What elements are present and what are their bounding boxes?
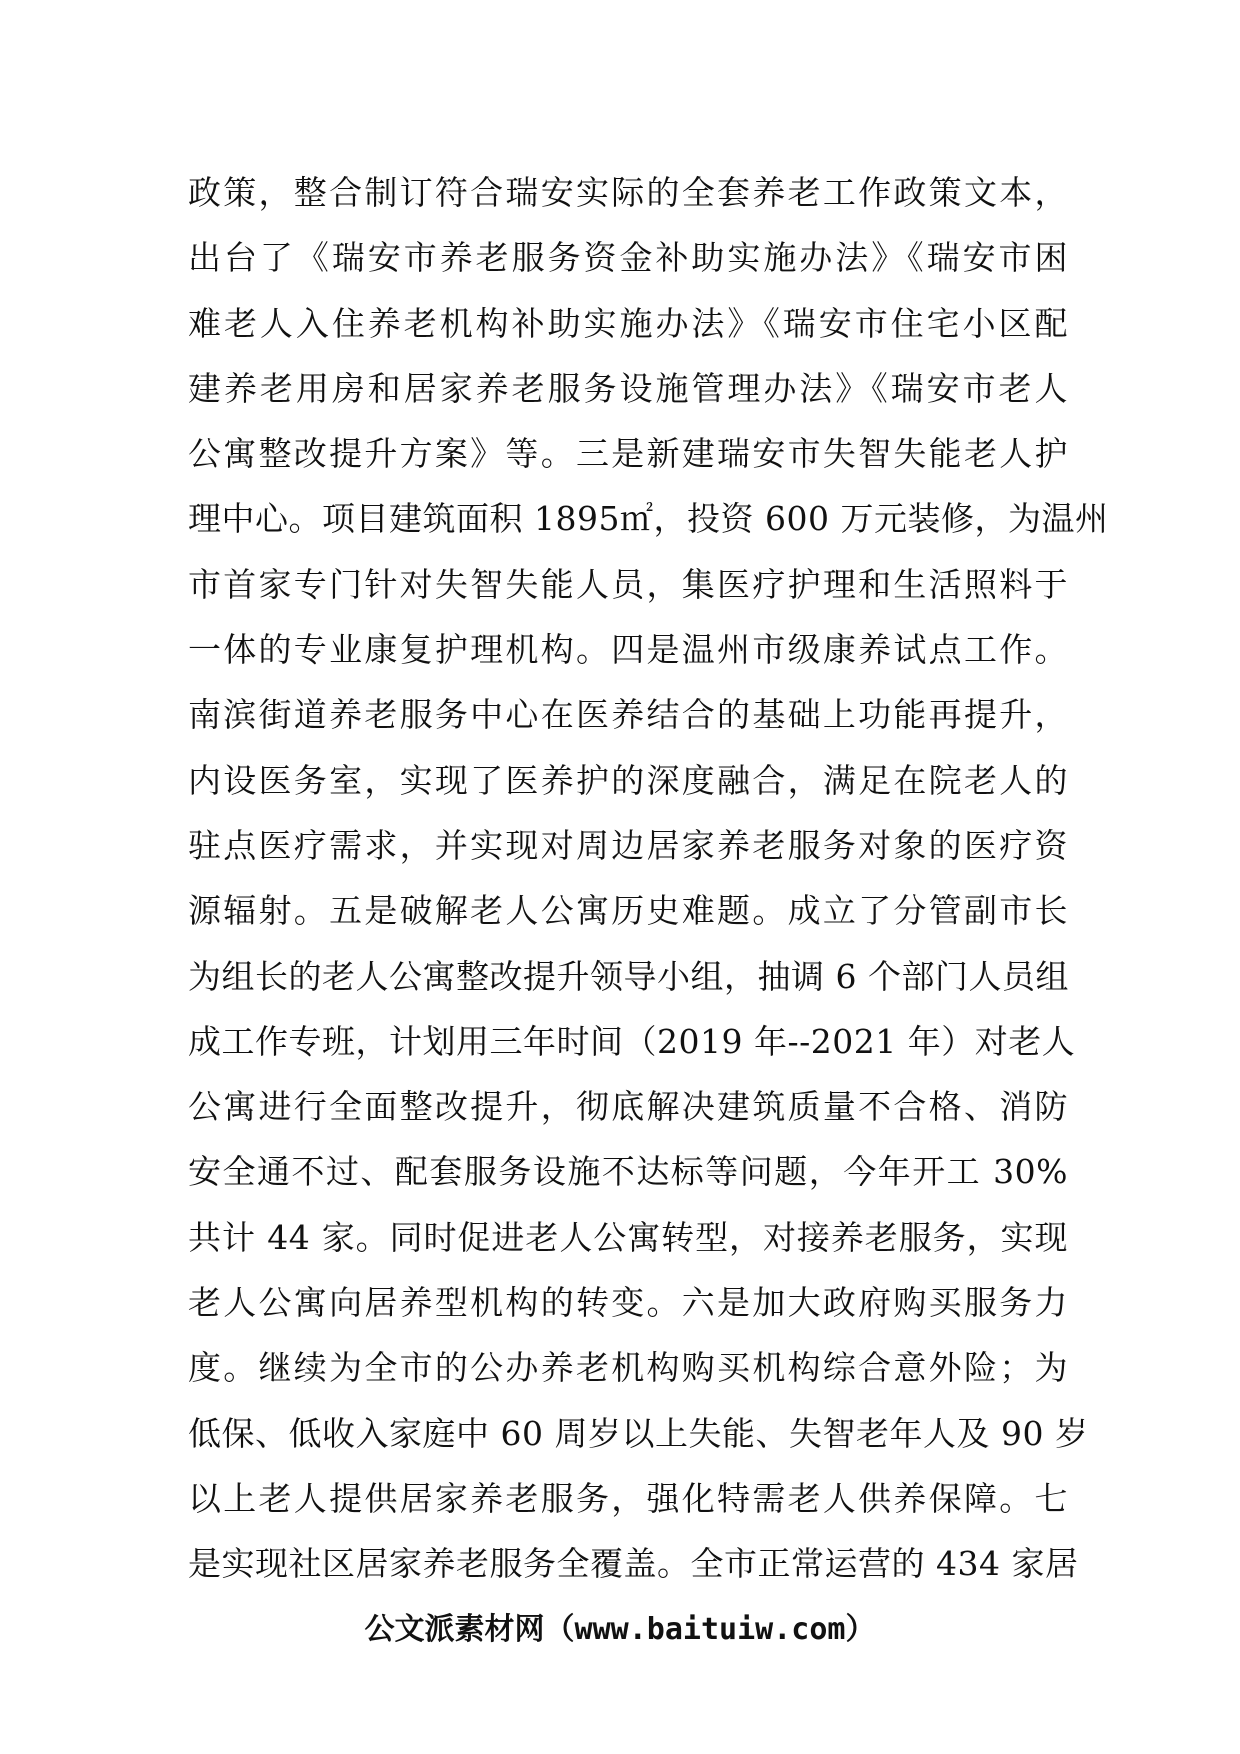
text-line: 为组长的老人公寓整改提升领导小组，抽调 6 个部门人员组 [188, 956, 1069, 996]
text-line: 老人公寓向居养型机构的转变。六是加大政府购买服务力 [188, 1283, 1068, 1323]
text-line: 安全通不过、配套服务设施不达标等问题，今年开工 30% [188, 1152, 1068, 1192]
text-line: 成工作专班，计划用三年时间（2019 年--2021 年）对老人 [188, 1021, 1076, 1061]
footer-url: （www.baituiw.com） [544, 1612, 876, 1647]
text-line: 建养老用房和居家养老服务设施管理办法》《瑞安市老人 [188, 368, 1068, 408]
text-line: 政策，整合制订符合瑞安实际的全套养老工作政策文本， [188, 173, 1068, 212]
text-line: 理中心。项目建筑面积 1895㎡，投资 600 万元装修，为温州 [188, 499, 1109, 539]
page-footer [0, 1610, 1240, 1650]
text-line: 难老人入住养老机构补助实施办法》《瑞安市住宅小区配 [188, 303, 1068, 343]
text-line: 度。继续为全市的公办养老机构购买机构综合意外险；为 [188, 1348, 1068, 1388]
text-line: 以上老人提供居家养老服务，强化特需老人供养保障。七 [188, 1478, 1068, 1518]
text-line: 低保、低收入家庭中 60 周岁以上失能、失智老年人及 90 岁 [188, 1413, 1089, 1453]
text-line: 内设医务室，实现了医养护的深度融合，满足在院老人的 [188, 760, 1068, 800]
text-line: 南滨街道养老服务中心在医养结合的基础上功能再提升， [188, 695, 1068, 735]
footer-site-name: 公文派素材网 [364, 1612, 545, 1647]
body-text [188, 160, 1109, 1597]
text-line: 源辐射。五是破解老人公寓历史难题。成立了分管副市长 [188, 891, 1068, 931]
text-line: 市首家专门针对失智失能人员，集医疗护理和生活照料于 [188, 564, 1068, 604]
text-line: 一体的专业康复护理机构。四是温州市级康养试点工作。 [188, 630, 1068, 670]
text-line: 公寓进行全面整改提升，彻底解决建筑质量不合格、消防 [188, 1087, 1068, 1127]
text-line: 共计 44 家。同时促进老人公寓转型，对接养老服务，实现 [188, 1217, 1068, 1257]
text-line: 公寓整改提升方案》等。三是新建瑞安市失智失能老人护 [188, 434, 1068, 474]
text-line: 驻点医疗需求，并实现对周边居家养老服务对象的医疗资 [188, 825, 1068, 865]
text-line: 是实现社区居家养老服务全覆盖。全市正常运营的 434 家居 [188, 1544, 1079, 1584]
text-line: 出台了《瑞安市养老服务资金补助实施办法》《瑞安市困 [188, 238, 1068, 278]
